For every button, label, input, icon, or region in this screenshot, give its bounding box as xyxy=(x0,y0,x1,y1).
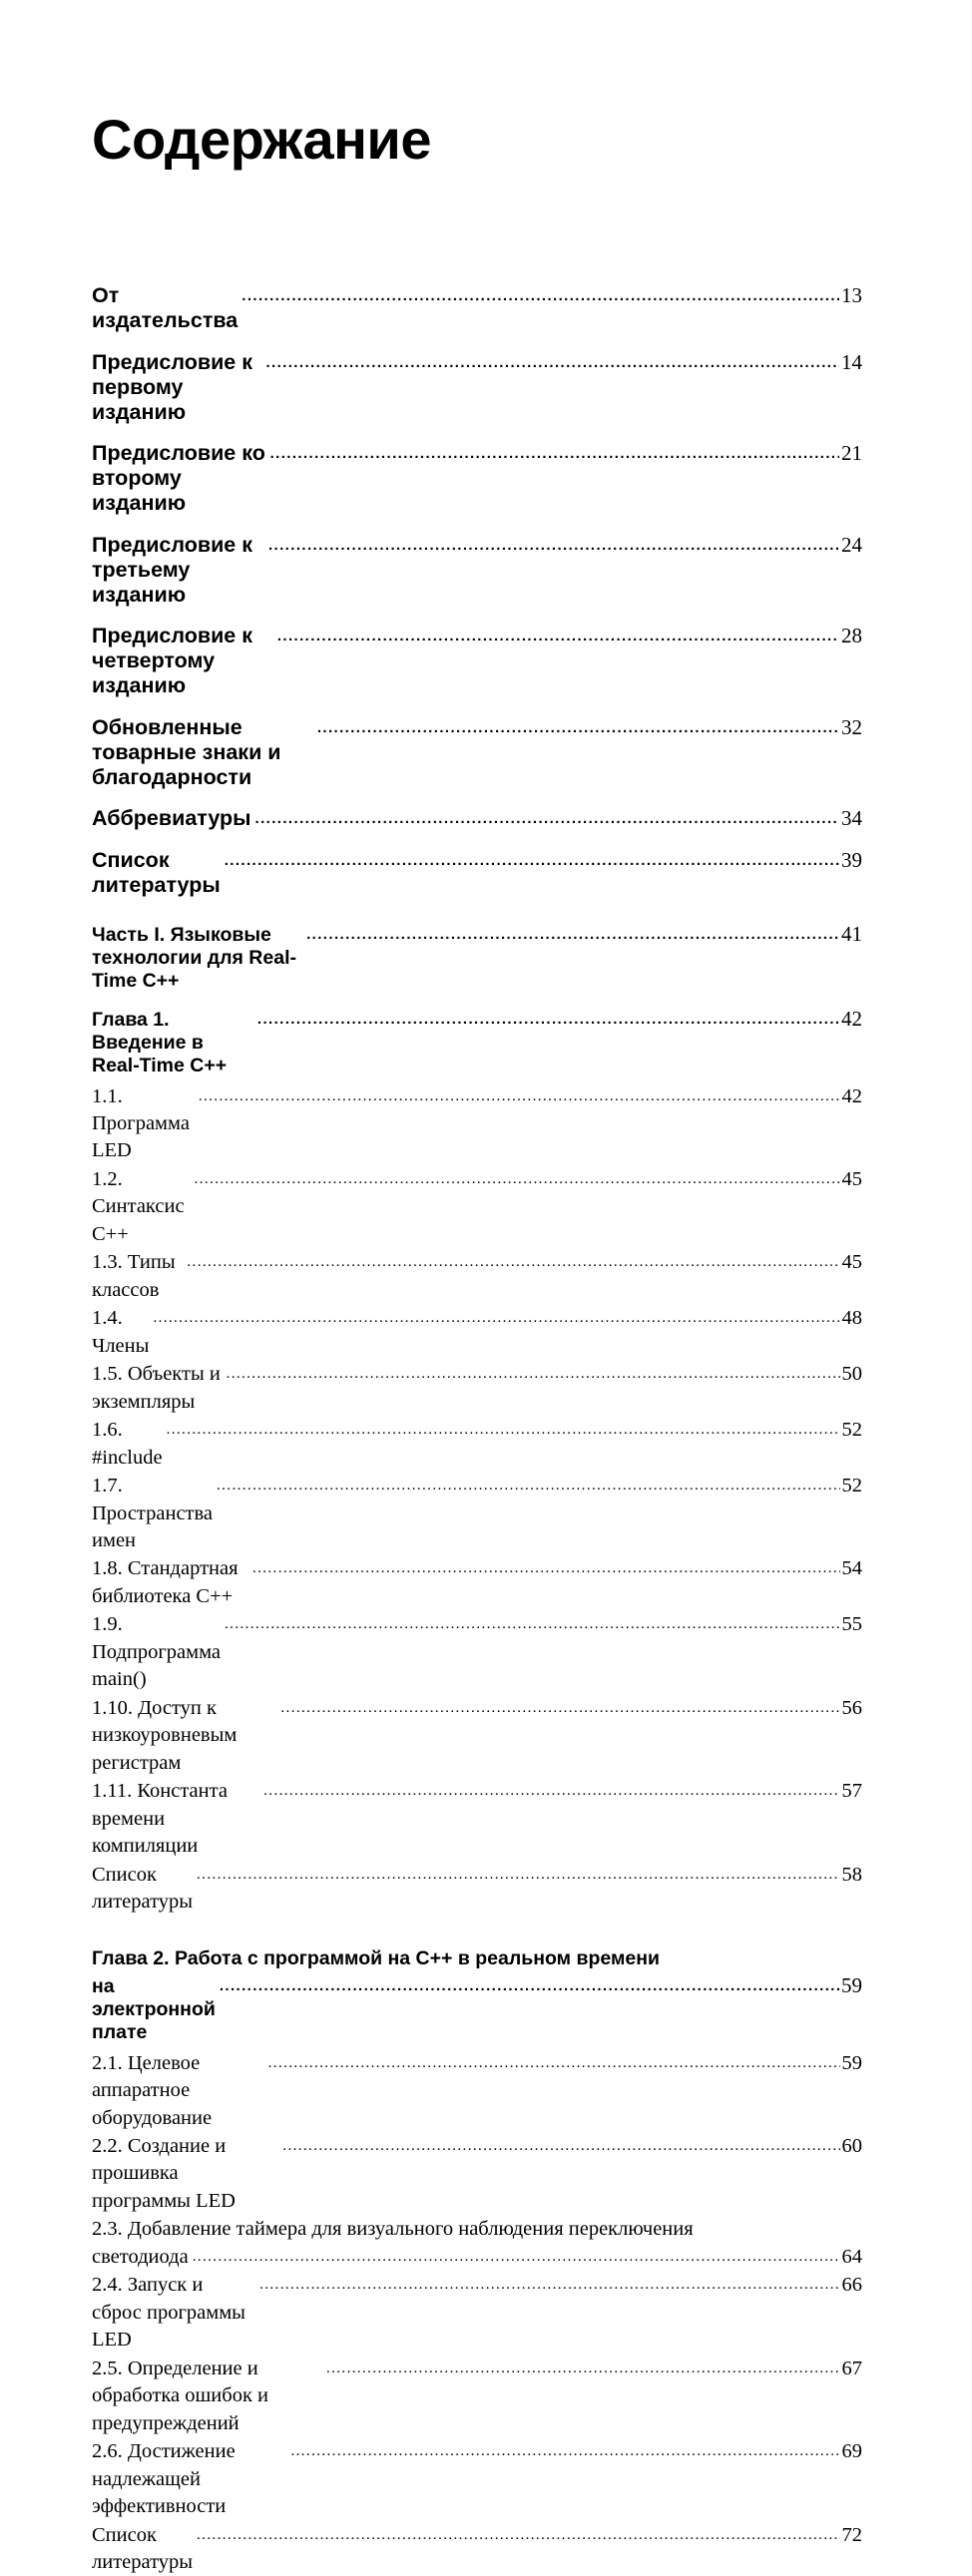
toc-entry-page: 34 xyxy=(841,806,862,830)
dot-leader xyxy=(268,2051,840,2072)
toc-entry-label: 2.1. Целевое аппаратное оборудование xyxy=(92,2051,213,2129)
dot-leader xyxy=(306,924,839,944)
toc-entry-1-references[interactable] xyxy=(92,1862,862,1917)
toc-entry-page: 72 xyxy=(841,2523,862,2546)
dot-leader xyxy=(270,441,839,463)
toc-entry-page: 54 xyxy=(841,1557,862,1580)
toc-entry-page: 21 xyxy=(841,441,862,465)
toc-entry-label: 1.2. Синтаксис C++ xyxy=(92,1167,190,1245)
dot-leader xyxy=(199,1084,840,1105)
toc-entry-2-4[interactable] xyxy=(92,2272,862,2354)
dot-leader xyxy=(217,1474,839,1495)
dot-leader xyxy=(317,715,839,737)
toc-entry-page: 14 xyxy=(841,349,862,374)
toc-entry-chapter[interactable] xyxy=(92,1007,862,1077)
dot-leader xyxy=(277,624,839,645)
dot-leader xyxy=(263,1779,839,1800)
toc-entry-front-4[interactable] xyxy=(92,624,862,698)
toc-entry-1-9[interactable] xyxy=(92,1611,862,1693)
section-list-chapter-2 xyxy=(92,2050,862,2576)
toc-entry-page: 50 xyxy=(841,1363,862,1386)
section-list-chapter-1 xyxy=(92,1083,862,1917)
toc-entry-page: 39 xyxy=(841,847,862,872)
toc-entry-1-2[interactable] xyxy=(92,1166,862,1248)
part-heading[interactable] xyxy=(92,922,862,993)
toc-entry-front-2[interactable] xyxy=(92,441,862,516)
chapter-heading-line-1: Глава 2. Работа с программой на C++ в реальном времени xyxy=(92,1946,661,1969)
toc-entry-label: Предисловие к третьему изданию xyxy=(92,532,258,607)
toc-entry-page: 60 xyxy=(841,2134,862,2157)
dot-leader xyxy=(227,1362,840,1383)
toc-entry-label: 1.10. Доступ к низкоуровневым регистрам xyxy=(92,1696,243,1774)
toc-entry-label: 1.9. Подпрограмма main() xyxy=(92,1613,227,1691)
dot-leader xyxy=(193,2245,840,2266)
dot-leader xyxy=(220,1975,839,1995)
dot-leader xyxy=(326,2357,840,2377)
toc-entry-label: 1.7. Пространства имен xyxy=(92,1475,219,1551)
toc-entry-label: Список литературы xyxy=(92,1863,194,1914)
toc-entry-label: 1.6. #include xyxy=(92,1419,163,1469)
toc-entry-label: светодиода xyxy=(92,2245,189,2268)
dot-leader xyxy=(259,2273,839,2294)
dot-leader xyxy=(197,2523,839,2544)
toc-entry-page: 42 xyxy=(841,1006,862,1031)
dot-leader xyxy=(282,2134,839,2155)
toc-entry-page: 56 xyxy=(841,1696,862,1719)
toc-entry-label: 1.5. Объекты и экземпляры xyxy=(92,1363,226,1413)
toc-entry-page: 69 xyxy=(841,2440,862,2463)
dot-leader xyxy=(290,2439,839,2460)
dot-leader xyxy=(167,1418,840,1439)
toc-entry-page: 28 xyxy=(841,624,862,647)
toc-entry-1-10[interactable] xyxy=(92,1695,862,1777)
toc-entry-page: 41 xyxy=(841,921,862,946)
toc-entry-label: Список литературы xyxy=(92,2523,194,2573)
chapter-heading-1[interactable] xyxy=(92,1007,862,1077)
toc-entry-1-4[interactable] xyxy=(92,1305,862,1360)
toc-entry-label: Часть I. Языковые технологии для Real-Time C++ xyxy=(92,923,296,992)
toc-entry-front-7[interactable] xyxy=(92,848,862,898)
toc-entry-label: Глава 1. Введение в Real-Time C++ xyxy=(92,1008,228,1076)
toc-entry-front-3[interactable] xyxy=(92,533,862,608)
dot-leader xyxy=(265,350,839,372)
toc-entry-1-6[interactable] xyxy=(92,1417,862,1472)
toc-entry-page: 45 xyxy=(841,1167,862,1190)
toc-entry-page: 59 xyxy=(841,1972,862,1997)
dot-leader xyxy=(255,806,839,828)
dot-leader xyxy=(280,1696,839,1717)
dot-leader xyxy=(153,1306,839,1327)
chapter-heading-2[interactable] xyxy=(92,1947,862,2044)
toc-entry-label: 2.4. Запуск и сброс программы LED xyxy=(92,2274,251,2352)
toc-entry-label: 1.3. Типы классов xyxy=(92,1251,181,1301)
toc-entry-2-references[interactable] xyxy=(92,2522,862,2576)
toc-entry-chapter[interactable] xyxy=(92,1973,862,2044)
toc-entry-page: 64 xyxy=(841,2245,862,2268)
toc-entry-2-5[interactable] xyxy=(92,2356,862,2437)
toc-entry-label: От издательства xyxy=(92,283,239,332)
toc-entry-label: Обновленные товарные знаки и благодарности xyxy=(92,714,287,789)
toc-entry-label: 2.6. Достижение надлежащей эффективности xyxy=(92,2440,241,2518)
toc-entry-1-8[interactable] xyxy=(92,1555,862,1610)
toc-entry-label: Аббревиатуры xyxy=(92,806,251,830)
toc-entry-label: Предисловие ко второму изданию xyxy=(92,441,271,515)
toc-entry-label: Предисловие к четвертому изданию xyxy=(92,624,258,697)
toc-entry-front-5[interactable] xyxy=(92,715,862,790)
dot-leader xyxy=(252,1556,840,1577)
toc-entry-2-6[interactable] xyxy=(92,2438,862,2520)
page-title: Содержание xyxy=(92,108,431,171)
toc-entry-label: на электронной плате xyxy=(92,1974,222,2043)
toc-entry-1-7[interactable] xyxy=(92,1473,862,1554)
toc-entry-1-5[interactable] xyxy=(92,1361,862,1416)
dot-leader xyxy=(187,1250,839,1271)
toc-entry-page: 52 xyxy=(841,1419,862,1442)
toc-entry-page: 59 xyxy=(841,2051,862,2074)
toc-entry-2-1[interactable] xyxy=(92,2050,862,2132)
dot-leader xyxy=(257,1009,839,1029)
spacer xyxy=(92,1918,862,1947)
toc-entry-page: 57 xyxy=(841,1780,862,1803)
toc-entry-page: 48 xyxy=(841,1307,862,1330)
toc-entry-page: 66 xyxy=(841,2274,862,2297)
table-of-contents xyxy=(92,283,862,2576)
toc-entry-page: 32 xyxy=(841,714,862,739)
toc-entry-page: 45 xyxy=(841,1251,862,1274)
front-matter-list xyxy=(92,283,862,898)
toc-entry-part[interactable] xyxy=(92,922,862,993)
toc-entry-label: Предисловие к первому изданию xyxy=(92,349,258,424)
toc-entry-label: 1.11. Константа времени компиляции xyxy=(92,1780,234,1858)
toc-entry-label: 2.5. Определение и обработка ошибок и предупреждений xyxy=(92,2357,274,2434)
dot-leader xyxy=(225,848,839,870)
toc-entry-page: 67 xyxy=(841,2357,862,2379)
toc-entry-page: 55 xyxy=(841,1613,862,1636)
dot-leader xyxy=(268,533,839,555)
toc-entry-front-1[interactable] xyxy=(92,350,862,425)
toc-entry-1-3[interactable] xyxy=(92,1249,862,1304)
toc-entry-label: 1.8. Стандартная библиотека C++ xyxy=(92,1557,243,1607)
toc-entry-page: 13 xyxy=(841,283,862,307)
toc-entry-2-3[interactable] xyxy=(92,2244,862,2271)
toc-entry-2-3-line-1: 2.3. Добавление таймера для визуального наблюдения переключения xyxy=(92,2218,694,2241)
toc-entry-front-6[interactable] xyxy=(92,806,862,831)
toc-entry-page: 24 xyxy=(841,532,862,557)
toc-entry-1-1[interactable] xyxy=(92,1083,862,1165)
toc-entry-label: Список литературы xyxy=(92,847,221,897)
dot-leader xyxy=(225,1612,839,1633)
toc-entry-1-11[interactable] xyxy=(92,1778,862,1860)
toc-entry-label: 1.1. Программа LED xyxy=(92,1084,196,1162)
toc-entry-label: 1.4. Члены xyxy=(92,1307,150,1357)
dot-leader xyxy=(197,1863,839,1884)
toc-entry-page: 52 xyxy=(841,1475,862,1498)
dot-leader xyxy=(195,1167,840,1188)
dot-leader xyxy=(242,283,839,305)
toc-entry-page: 42 xyxy=(841,1084,862,1107)
toc-entry-page: 58 xyxy=(841,1863,862,1886)
toc-entry-2-2[interactable] xyxy=(92,2133,862,2215)
toc-entry-front-0[interactable] xyxy=(92,283,862,333)
toc-entry-label: 2.2. Создание и прошивка программы LED xyxy=(92,2134,236,2212)
